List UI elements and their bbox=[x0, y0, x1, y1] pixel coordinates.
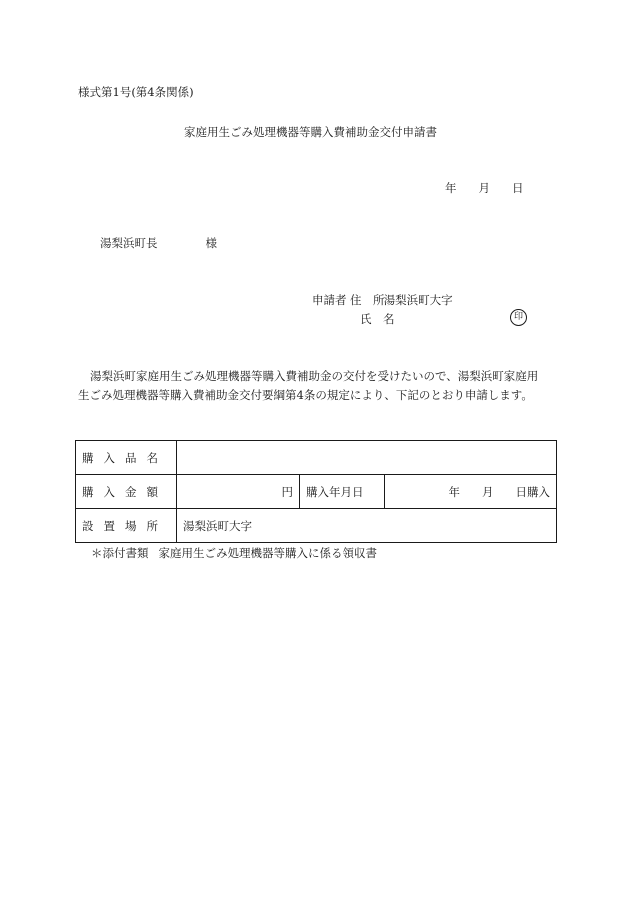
form-number: 様式第1号(第4条関係) bbox=[78, 85, 194, 99]
applicant-caption: 申請者 bbox=[312, 293, 347, 307]
attachment-label: ＊添付書類 bbox=[91, 546, 149, 560]
application-date bbox=[445, 181, 524, 195]
location-value: 湯梨浜町大字 bbox=[177, 509, 557, 543]
application-statement: 湯梨浜町家庭用生ごみ処理機器等購入費補助金の交付を受けたいので、湯梨浜町家庭用生ごみ処理機器等購入費補助金交付要綱第4条の規定により、下記のとおり申請します。 bbox=[78, 369, 539, 402]
addressee bbox=[100, 236, 217, 250]
name-label: 氏 名 bbox=[360, 312, 395, 326]
table-row bbox=[76, 441, 557, 475]
purchase-year: 年 bbox=[448, 484, 460, 499]
seal-mark: 印 bbox=[510, 309, 527, 326]
attachment-value: 家庭用生ごみ処理機器等購入に係る領収書 bbox=[158, 546, 377, 560]
addressee-honorific: 様 bbox=[205, 236, 217, 250]
addressee-name: 湯梨浜町長 bbox=[100, 236, 158, 250]
attachment-note bbox=[91, 546, 377, 560]
document-title: 家庭用生ごみ処理機器等購入費補助金交付申請書 bbox=[184, 125, 437, 139]
purchase-date-value bbox=[385, 475, 557, 509]
item-value bbox=[177, 441, 557, 475]
item-label: 購入品名 bbox=[76, 441, 177, 475]
location-label: 設置場所 bbox=[76, 509, 177, 543]
amount-value: 円 bbox=[177, 475, 300, 509]
table-row bbox=[76, 475, 557, 509]
purchase-info-table bbox=[75, 440, 557, 543]
amount-label: 購入金額 bbox=[76, 475, 177, 509]
purchase-date-label: 購入年月日 bbox=[300, 475, 385, 509]
table-row bbox=[76, 509, 557, 543]
address-value: 湯梨浜町大字 bbox=[383, 293, 453, 307]
applicant-name-row bbox=[360, 312, 395, 326]
purchase-day: 日購入 bbox=[515, 484, 550, 499]
purchase-month: 月 bbox=[482, 484, 494, 499]
date-month-label: 月 bbox=[478, 181, 490, 195]
date-day-label: 日 bbox=[512, 181, 524, 195]
address-label: 住 所 bbox=[350, 293, 385, 307]
date-year-label: 年 bbox=[445, 181, 457, 195]
applicant-address-row bbox=[312, 293, 453, 307]
